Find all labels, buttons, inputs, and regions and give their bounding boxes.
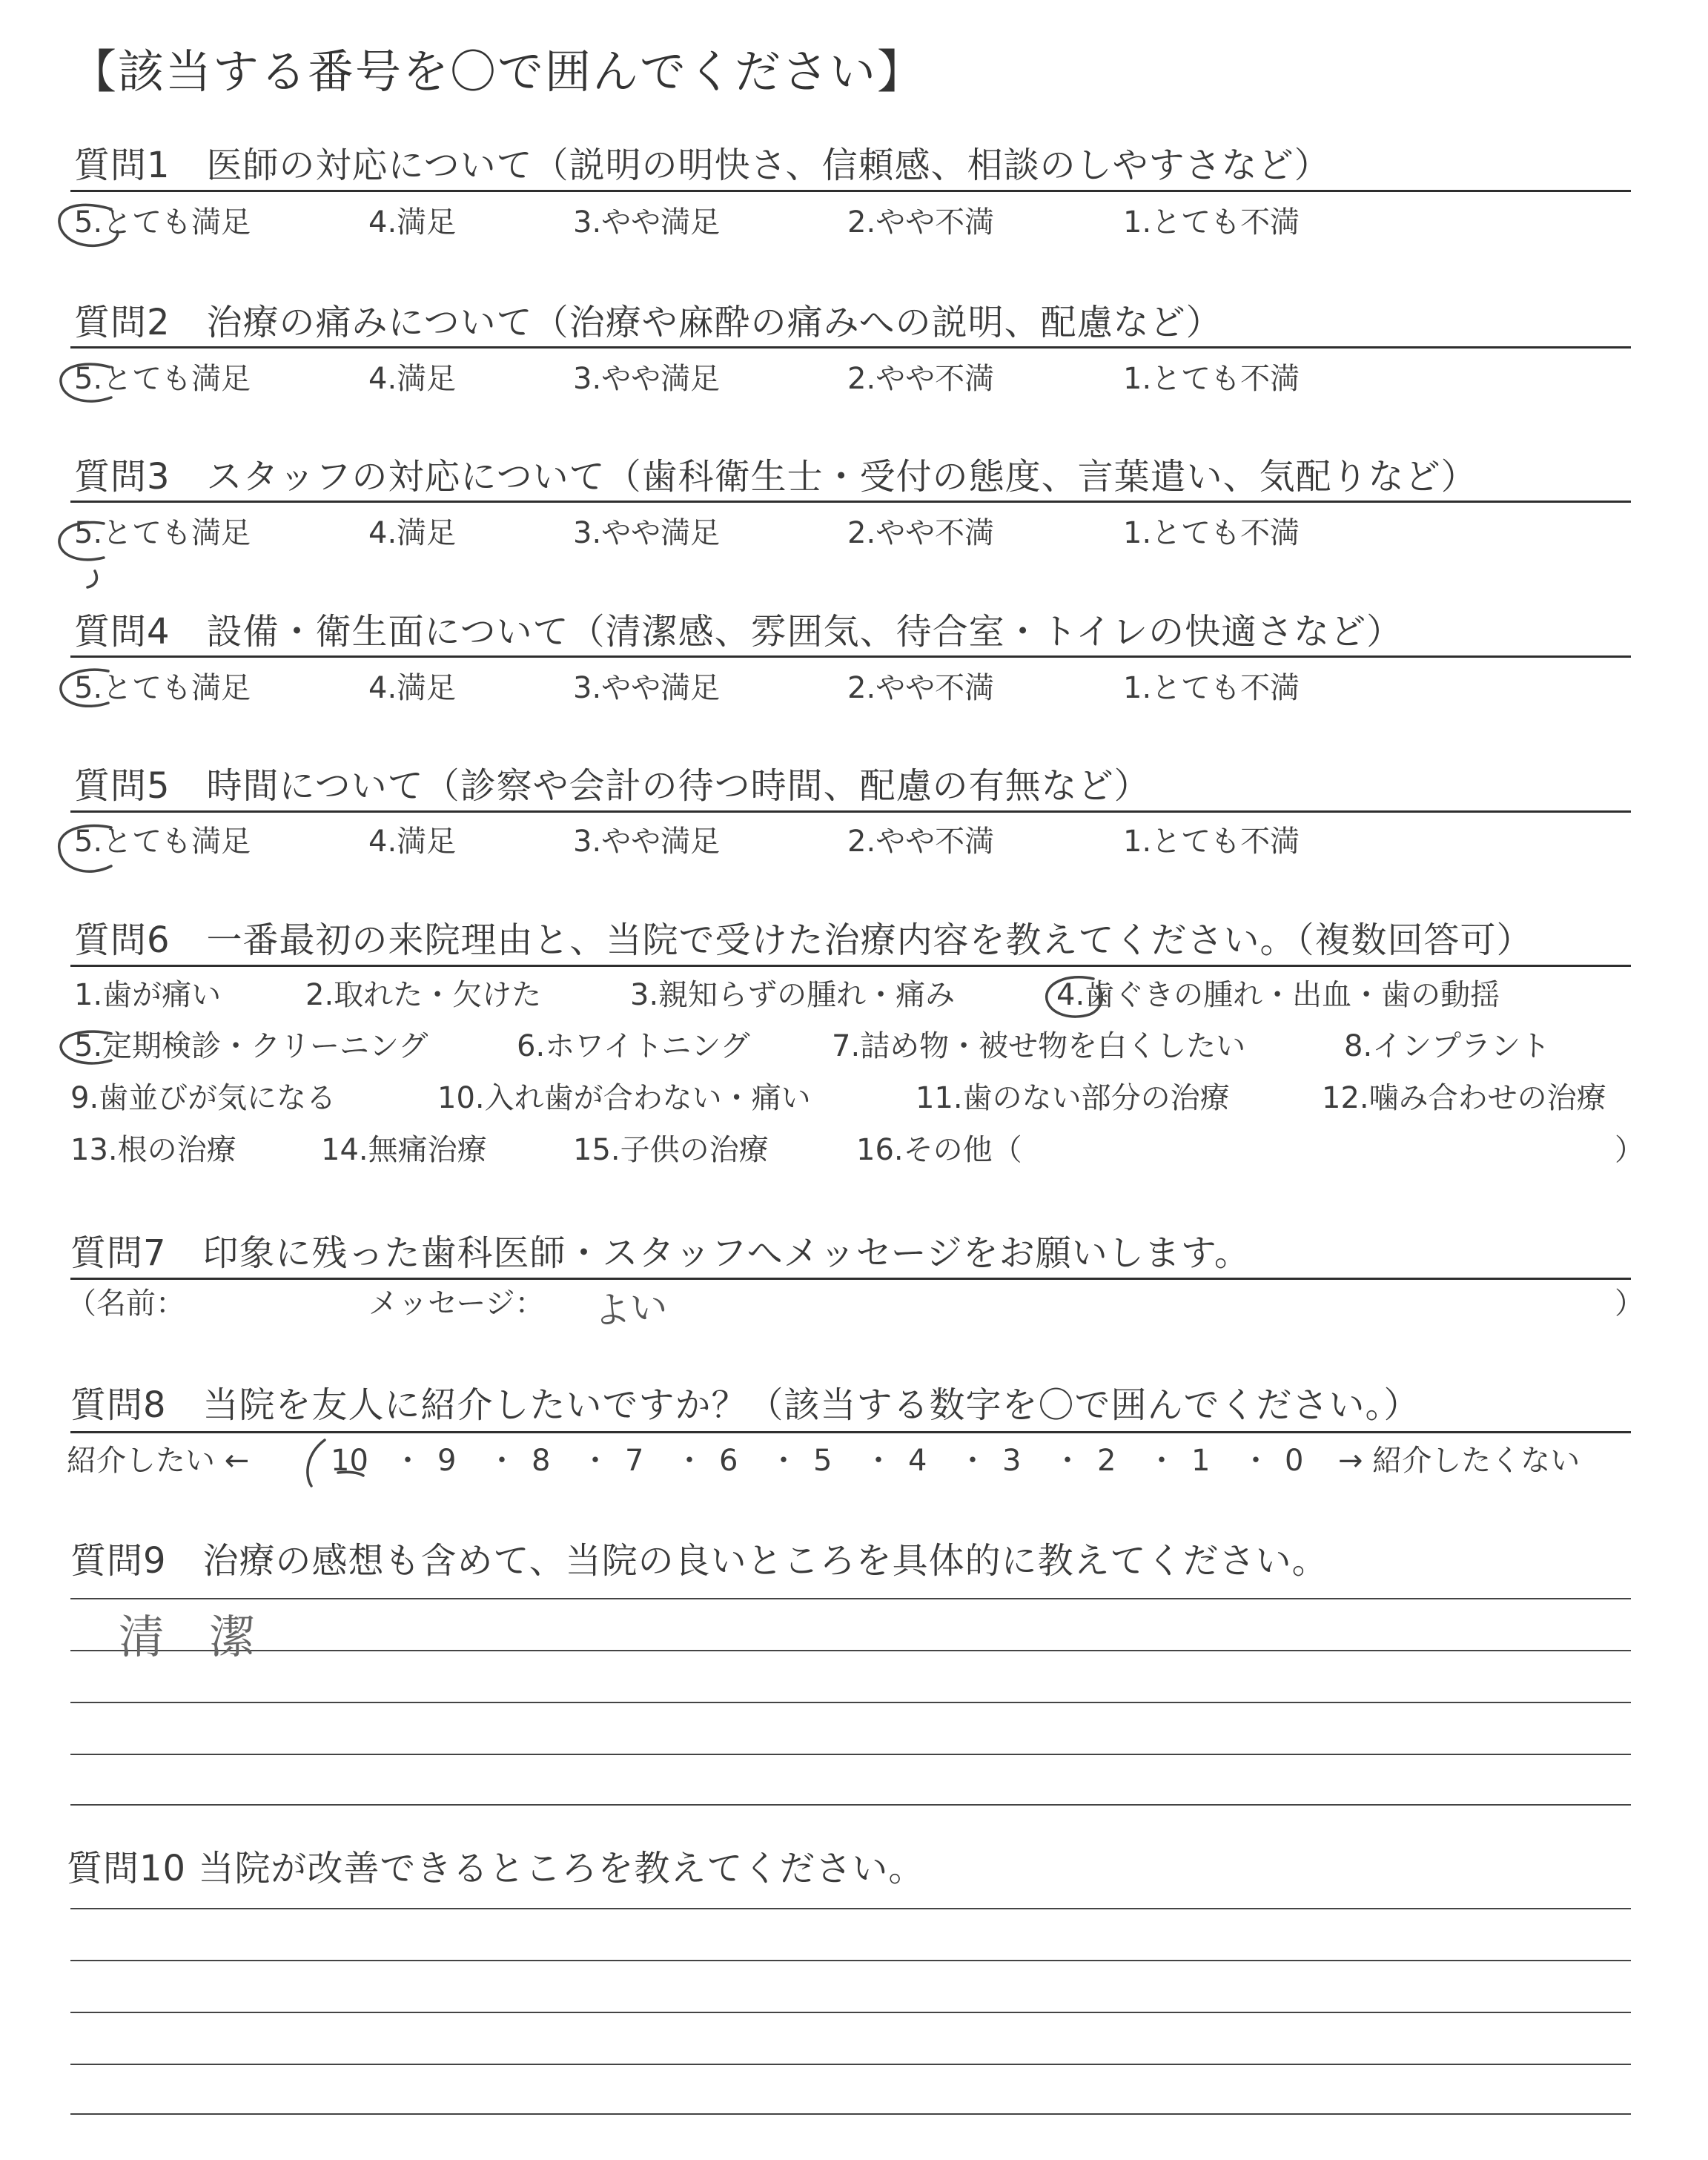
question-8-heading: 質問8 当院を友人に紹介したいですか？（該当する数字を〇で囲んでください。） (70, 1384, 1420, 1426)
question-7-heading: 質問7 印象に残った歯科医師・スタッフへメッセージをお願いします。 (70, 1232, 1251, 1274)
q8-scale-dot: ・ (487, 1444, 517, 1478)
q5-option-3[interactable]: 3.やや満足 (573, 825, 721, 859)
q4-option-2[interactable]: 2.やや不満 (847, 671, 995, 705)
q2-option-1[interactable]: 1.とても不満 (1123, 362, 1300, 396)
q9-line-3 (70, 1702, 1631, 1703)
q9-line-4 (70, 1754, 1631, 1755)
q6-option-15[interactable]: 15.子供の治療 (573, 1133, 769, 1167)
q4-option-5[interactable]: 5.とても満足 (74, 671, 251, 705)
q3-option-5[interactable]: 5.とても満足 (74, 516, 251, 550)
question-4-rule (70, 655, 1631, 658)
q6-option-6[interactable]: 6.ホワイトニング (517, 1029, 750, 1063)
question-1-rule (70, 190, 1631, 192)
question-5-rule (70, 810, 1631, 813)
question-3-rule (70, 501, 1631, 503)
q7-name-label: （名前： (67, 1287, 185, 1321)
q8-scale-5[interactable]: 5 (813, 1444, 833, 1478)
q10-line-1 (70, 1908, 1631, 1909)
question-9-heading: 質問9 治療の感想も含めて、当院の良いところを具体的に教えてください。 (70, 1540, 1328, 1582)
q6-option-3[interactable]: 3.親知らずの腫れ・痛み (630, 978, 956, 1012)
q8-scale-7[interactable]: 7 (625, 1444, 644, 1478)
q6-option-16[interactable]: 16.その他（ (856, 1133, 1022, 1167)
q8-scale-3[interactable]: 3 (1002, 1444, 1022, 1478)
q1-option-3[interactable]: 3.やや満足 (573, 205, 721, 240)
q6-option-2[interactable]: 2.取れた・欠けた (305, 978, 542, 1012)
q7-message-label: メッセージ： (368, 1287, 545, 1321)
q8-right-label: → 紹介したくない (1338, 1444, 1580, 1478)
question-4-heading: 質問4 設備・衛生面について（清潔感、雰囲気、待合室・トイレの快適さなど） (74, 611, 1403, 653)
q2-option-2[interactable]: 2.やや不満 (847, 362, 995, 396)
q9-line-2 (70, 1650, 1631, 1651)
q9-line-1 (70, 1598, 1631, 1599)
q3-option-2[interactable]: 2.やや不満 (847, 516, 995, 550)
q8-scale-dot: ・ (675, 1444, 704, 1478)
q2-option-3[interactable]: 3.やや満足 (573, 362, 721, 396)
q4-option-4[interactable]: 4.満足 (368, 671, 457, 705)
q8-scale-9[interactable]: 9 (437, 1444, 457, 1478)
q9-handwritten-answer: 清潔 (119, 1610, 300, 1664)
q8-scale-dot: ・ (864, 1444, 893, 1478)
q5-option-4[interactable]: 4.満足 (368, 825, 457, 859)
q7-close-paren: ） (1615, 1287, 1644, 1321)
q2-option-5[interactable]: 5.とても満足 (74, 362, 251, 396)
q8-scale-dot: ・ (769, 1444, 798, 1478)
q1-option-2[interactable]: 2.やや不満 (847, 205, 995, 240)
question-1-heading: 質問1 医師の対応について（説明の明快さ、信頼感、相談のしやすさなど） (74, 145, 1331, 186)
q8-scale-dot: ・ (393, 1444, 423, 1478)
q4-option-1[interactable]: 1.とても不満 (1123, 671, 1300, 705)
q8-scale-dot: ・ (958, 1444, 987, 1478)
q5-option-5[interactable]: 5.とても満足 (74, 825, 251, 859)
q6-option-5[interactable]: 5.定期検診・クリーニング (74, 1029, 428, 1063)
q10-line-4 (70, 2064, 1631, 2065)
q1-option-1[interactable]: 1.とても不満 (1123, 205, 1300, 240)
question-3-heading: 質問3 スタッフの対応について（歯科衛生士・受付の態度、言葉遣い、気配りなど） (74, 456, 1477, 498)
q6-option-8[interactable]: 8.インプラント (1344, 1029, 1551, 1063)
question-5-heading: 質問5 時間について（診察や会計の待つ時間、配慮の有無など） (74, 765, 1151, 807)
question-10-heading: 質問10 当院が改善できるところを教えてください。 (67, 1848, 925, 1889)
q6-option-11[interactable]: 11.歯のない部分の治療 (916, 1081, 1230, 1115)
q5-option-1[interactable]: 1.とても不満 (1123, 825, 1300, 859)
q8-scale-8[interactable]: 8 (532, 1444, 551, 1478)
question-2-heading: 質問2 治療の痛みについて（治療や麻酔の痛みへの説明、配慮など） (74, 302, 1222, 343)
q4-option-3[interactable]: 3.やや満足 (573, 671, 721, 705)
q8-left-label: 紹介したい ← (67, 1444, 250, 1478)
question-6-rule (70, 965, 1631, 967)
q6-option-12[interactable]: 12.噛み合わせの治療 (1322, 1081, 1606, 1115)
q1-option-4[interactable]: 4.満足 (368, 205, 457, 240)
page-title: 【該当する番号を〇で囲んでください】 (70, 44, 925, 99)
question-7-rule (70, 1278, 1631, 1280)
q8-scale-2[interactable]: 2 (1097, 1444, 1116, 1478)
q8-scale-dot: ・ (1241, 1444, 1271, 1478)
q8-scale-1[interactable]: 1 (1191, 1444, 1211, 1478)
q8-scale-0[interactable]: 0 (1285, 1444, 1304, 1478)
q2-option-4[interactable]: 4.満足 (368, 362, 457, 396)
q6-option-4[interactable]: 4.歯ぐきの腫れ・出血・歯の動揺 (1056, 978, 1500, 1012)
q8-scale-10[interactable]: 10 (331, 1444, 368, 1478)
q3-option-3[interactable]: 3.やや満足 (573, 516, 721, 550)
q8-scale-dot: ・ (1053, 1444, 1082, 1478)
q9-line-5 (70, 1804, 1631, 1806)
q6-option-9[interactable]: 9.歯並びが気になる (70, 1081, 337, 1115)
q7-message-handwritten: よい (592, 1284, 669, 1333)
q8-scale-dot: ・ (580, 1444, 610, 1478)
q6-option-10[interactable]: 10.入れ歯が合わない・痛い (437, 1081, 811, 1115)
q10-line-5 (70, 2113, 1631, 2115)
q6-option-1[interactable]: 1.歯が痛い (74, 978, 222, 1012)
q8-scale-6[interactable]: 6 (719, 1444, 738, 1478)
q3-option-4[interactable]: 4.満足 (368, 516, 457, 550)
question-8-rule (70, 1431, 1631, 1433)
q3-option-1[interactable]: 1.とても不満 (1123, 516, 1300, 550)
q6-option-14[interactable]: 14.無痛治療 (321, 1133, 487, 1167)
q8-scale-4[interactable]: 4 (908, 1444, 927, 1478)
q10-line-3 (70, 2012, 1631, 2013)
question-6-heading: 質問6 一番最初の来院理由と、当院で受けた治療内容を教えてください。（複数回答可） (74, 919, 1533, 961)
q5-option-2[interactable]: 2.やや不満 (847, 825, 995, 859)
q8-scale-dot: ・ (1147, 1444, 1176, 1478)
q6-option-13[interactable]: 13.根の治療 (70, 1133, 236, 1167)
q6-other-close-paren: ） (1615, 1133, 1644, 1167)
q1-option-5[interactable]: 5.とても満足 (74, 205, 251, 240)
q6-option-7[interactable]: 7.詰め物・被せ物を白くしたい (832, 1029, 1246, 1063)
question-2-rule (70, 346, 1631, 349)
q10-line-2 (70, 1960, 1631, 1961)
